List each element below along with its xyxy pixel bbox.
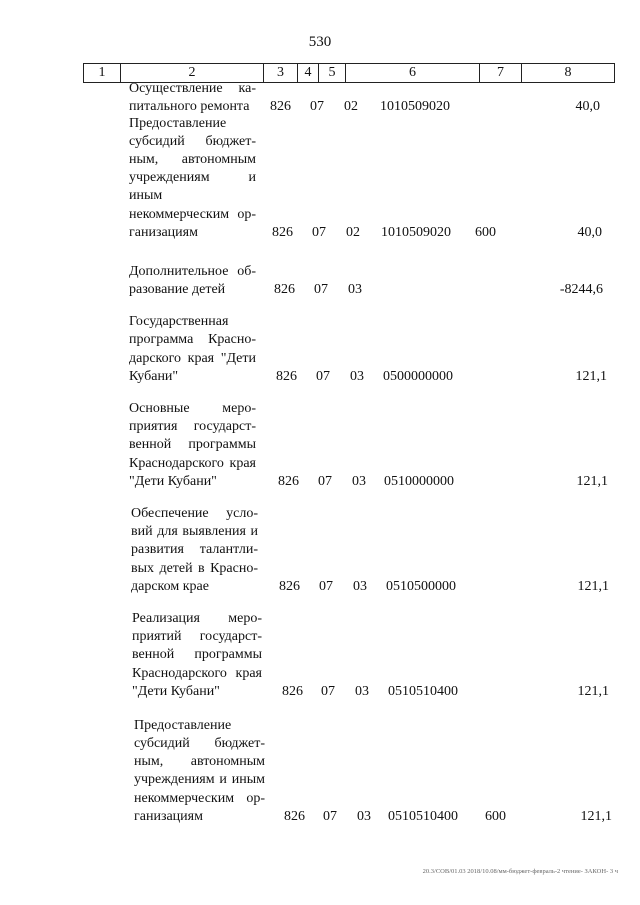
table-row <box>0 115 640 242</box>
row-csr: 0510510400 <box>388 809 458 824</box>
row-sum: 121,1 <box>577 579 609 594</box>
row-pr: 02 <box>344 99 358 114</box>
row-rz: 07 <box>316 369 330 384</box>
header-cell-7: 7 <box>480 64 522 82</box>
row-name: Основные меро-приятия государст-венной программы Краснодарского края "Дети Кубани" <box>129 400 256 489</box>
header-cell-3: 3 <box>264 64 298 82</box>
row-csr: 1010509020 <box>381 225 451 240</box>
row-ved: 826 <box>279 579 300 594</box>
row-name: Осуществление ка-питального ремонта <box>129 80 256 114</box>
row-rz: 07 <box>321 684 335 699</box>
table-row <box>0 505 640 596</box>
row-sum: 121,1 <box>576 474 608 489</box>
row-pr: 03 <box>355 684 369 699</box>
header-cell-4: 4 <box>298 64 319 82</box>
header-cell-1: 1 <box>84 64 121 82</box>
row-name: Предоставление субсидий бюджет-ным, автономным учреждениям и иным некоммерческим ор-ганизациям <box>129 115 256 240</box>
row-pr: 03 <box>353 579 367 594</box>
row-sum: -8244,6 <box>559 282 603 297</box>
row-csr: 0510510400 <box>388 684 458 699</box>
table-row <box>0 80 640 116</box>
row-name: Дополнительное об-разование детей <box>129 263 256 297</box>
header-cell-5: 5 <box>319 64 346 82</box>
row-pr: 03 <box>350 369 364 384</box>
row-pr: 03 <box>348 282 362 297</box>
row-sum: 40,0 <box>575 99 600 114</box>
row-rz: 07 <box>319 579 333 594</box>
row-rz: 07 <box>312 225 326 240</box>
row-ved: 826 <box>270 99 291 114</box>
row-name: Государственная программа Красно-дарского края "Дети Кубани" <box>129 314 256 384</box>
page-number: 530 <box>308 34 332 50</box>
row-rz: 07 <box>314 282 328 297</box>
row-csr: 0500000000 <box>383 369 453 384</box>
table-row <box>0 263 640 299</box>
table-row <box>0 610 640 701</box>
row-csr: 0510500000 <box>386 579 456 594</box>
row-pr: 03 <box>352 474 366 489</box>
row-name: Обеспечение усло-вий для выявления и развития талантли-вых детей в Красно-дарском крае <box>131 505 258 594</box>
row-vr: 600 <box>475 225 496 240</box>
row-csr: 0510000000 <box>384 474 454 489</box>
row-ved: 826 <box>284 809 305 824</box>
footer-file-path: 20.3/СОВ/01.03 2018/10.08/мм-бюджет-февраль-2 чтение- ЗАКОН- 3 ч <box>422 868 618 875</box>
row-vr: 600 <box>485 809 506 824</box>
row-name: Предоставление субсидий бюджет-ным, автономным учреждениям и иным некоммерческим ор-ганизациям <box>134 717 265 824</box>
row-sum: 121,1 <box>577 684 609 699</box>
row-sum: 121,1 <box>575 369 607 384</box>
row-pr: 03 <box>357 809 371 824</box>
header-cell-8: 8 <box>564 65 572 80</box>
table-row <box>0 717 640 826</box>
row-ved: 826 <box>278 474 299 489</box>
row-name: Реализация меро-приятий государст-венной программы Краснодарского края "Дети Кубани" <box>132 610 262 699</box>
row-ved: 826 <box>274 282 295 297</box>
table-row <box>0 314 640 386</box>
row-rz: 07 <box>310 99 324 114</box>
row-rz: 07 <box>323 809 337 824</box>
row-sum: 40,0 <box>577 225 602 240</box>
row-ved: 826 <box>282 684 303 699</box>
table-row <box>0 400 640 491</box>
row-ved: 826 <box>276 369 297 384</box>
row-sum: 121,1 <box>580 809 612 824</box>
row-pr: 02 <box>346 225 360 240</box>
row-csr: 1010509020 <box>380 99 450 114</box>
row-ved: 826 <box>272 225 293 240</box>
header-cell-6: 6 <box>346 64 480 82</box>
header-cell-2: 2 <box>121 64 264 82</box>
row-rz: 07 <box>318 474 332 489</box>
